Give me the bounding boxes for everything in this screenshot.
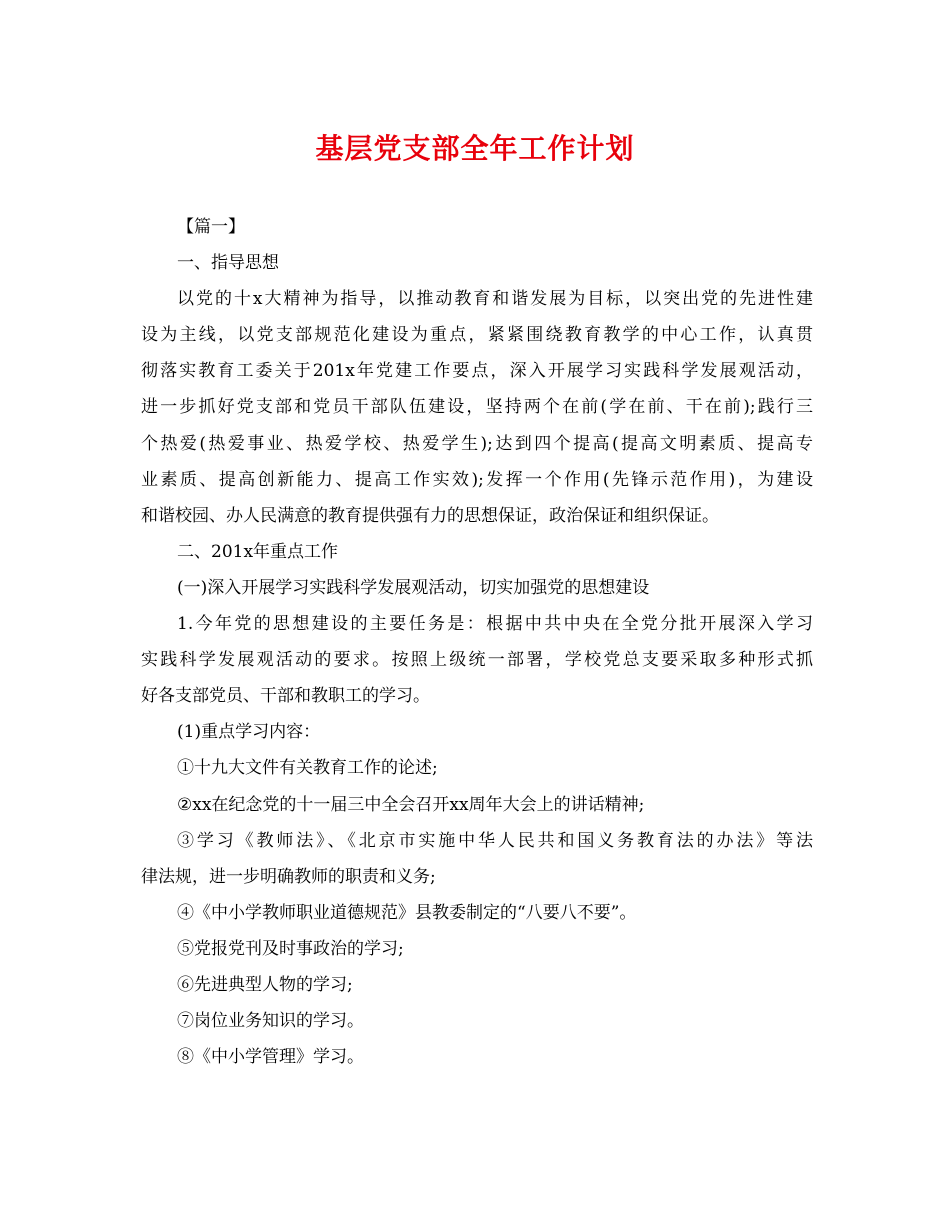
study-items-list bbox=[141, 750, 813, 1075]
document-body bbox=[141, 209, 813, 1075]
paragraph-line: 彻落实教育工委关于201x年党建工作要点，深入开展学习实践科学发展观活动， bbox=[141, 361, 813, 382]
heading-guiding-ideology: 一、指导思想 bbox=[177, 253, 279, 274]
paragraph-line: 业素质、提高创新能力、提高工作实效);发挥一个作用(先锋示范作用)，为建设 bbox=[141, 469, 813, 490]
section-tag: 【篇一】 bbox=[177, 217, 245, 237]
list-item: ⑦岗位业务知识的学习。 bbox=[177, 1011, 364, 1032]
list-item: ⑧《中小学管理》学习。 bbox=[177, 1047, 364, 1068]
document-title: 基层党支部全年工作计划 bbox=[315, 132, 635, 165]
subheading-study-practice: (一)深入开展学习实践科学发展观活动，切实加强党的思想建设 bbox=[177, 577, 650, 598]
list-item: ④《中小学教师职业道德规范》县教委制定的“八要八不要”。 bbox=[177, 902, 637, 923]
paragraph-line: 实践科学发展观活动的要求。按照上级统一部署，学校党总支要采取多种形式抓 bbox=[141, 650, 813, 671]
list-item-continuation: 律法规，进一步明确教师的职责和义务; bbox=[141, 866, 436, 887]
study-content-heading: (1)重点学习内容： bbox=[177, 722, 321, 743]
list-item: ①十九大文件有关教育工作的论述; bbox=[177, 758, 438, 779]
list-item: ⑥先进典型人物的学习; bbox=[177, 974, 353, 995]
paragraph-line: 好各支部党员、干部和教职工的学习。 bbox=[141, 686, 430, 707]
item-1-paragraph bbox=[141, 606, 813, 714]
paragraph-line: 设为主线，以党支部规范化建设为重点，紧紧围绕教育教学的中心工作，认真贯 bbox=[141, 325, 813, 346]
paragraph-line: 个热爱(热爱事业、热爱学校、热爱学生);达到四个提高(提高文明素质、提高专 bbox=[141, 433, 813, 454]
paragraph-line: 和谐校园、办人民满意的教育提供强有力的思想保证，政治保证和组织保证。 bbox=[141, 505, 719, 526]
list-item: ⑤党报党刊及时事政治的学习; bbox=[177, 938, 404, 959]
list-item: ③学习《教师法》、《北京市实施中华人民共和国义务教育法的办法》等法 bbox=[177, 830, 813, 851]
list-item: ②xx在纪念党的十一届三中全会召开xx周年大会上的讲话精神; bbox=[177, 794, 645, 815]
paragraph-line: 进一步抓好党支部和党员干部队伍建设，坚持两个在前(学在前、干在前);践行三 bbox=[141, 397, 813, 418]
guiding-paragraph bbox=[141, 281, 813, 534]
paragraph-line: 以党的十x大精神为指导，以推动教育和谐发展为目标，以突出党的先进性建 bbox=[177, 289, 813, 310]
heading-key-work: 二、201x年重点工作 bbox=[177, 541, 339, 562]
paragraph-line: 1.今年党的思想建设的主要任务是：根据中共中央在全党分批开展深入学习 bbox=[177, 614, 813, 635]
